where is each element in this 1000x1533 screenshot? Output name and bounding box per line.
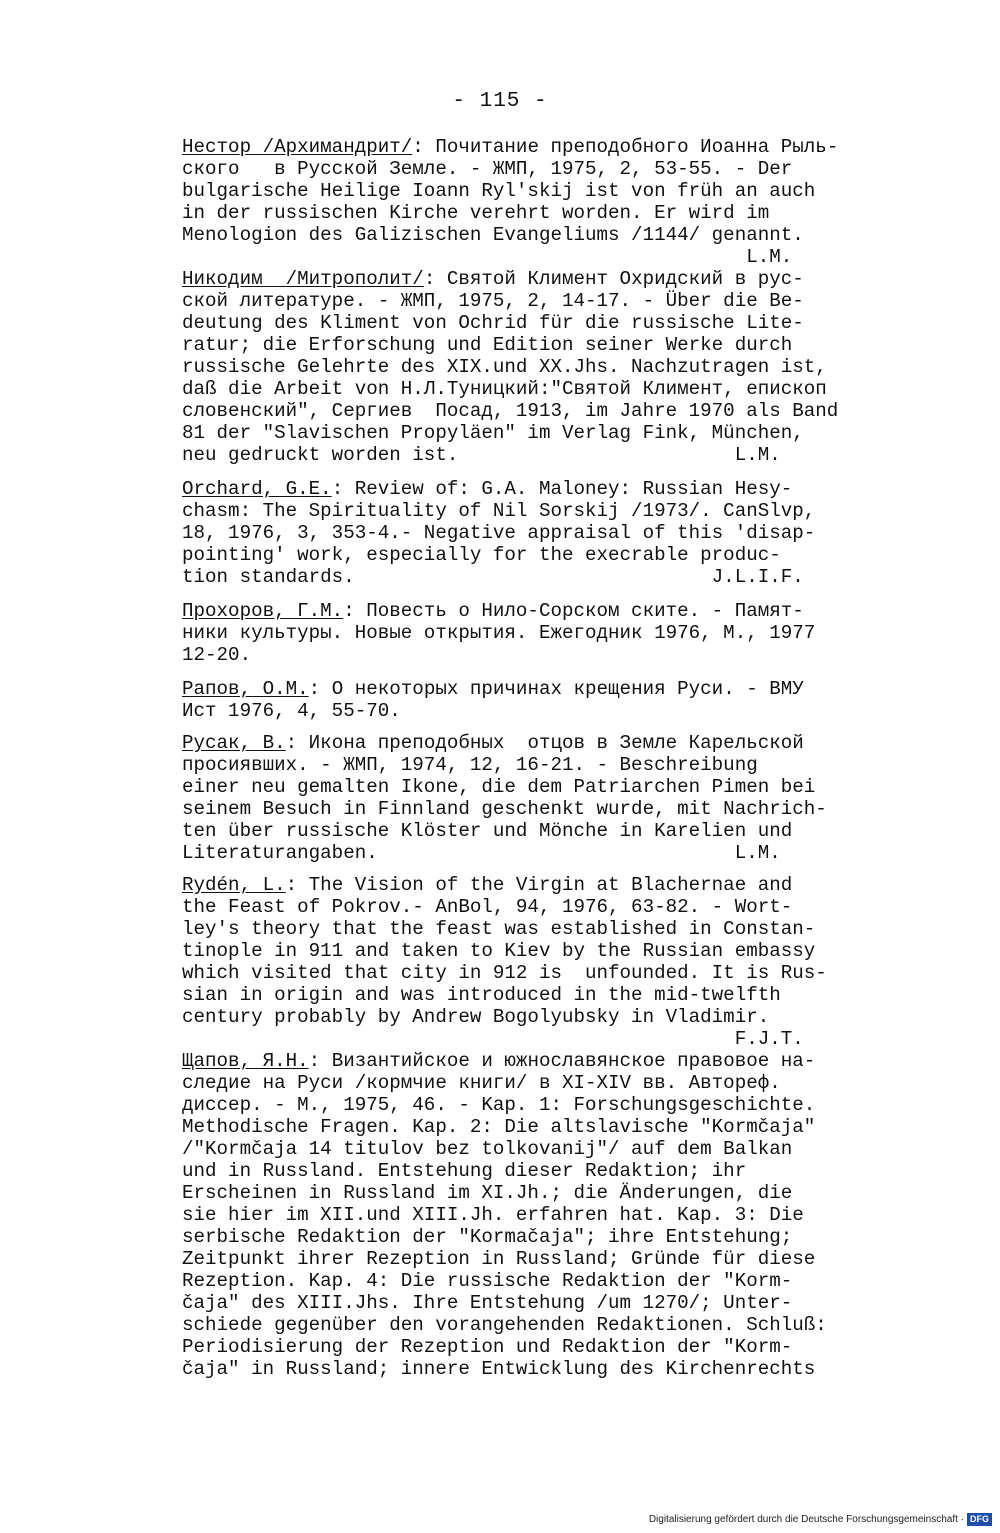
bibliography-entry-nikodim — [182, 268, 912, 466]
entry-line: Erscheinen in Russland im XI.Jh.; die Änderungen, die — [182, 1182, 793, 1204]
entry-initials: L.M. — [182, 246, 793, 268]
entry-line: Нестор /Архимандрит/: Почитание преподобного Иоанна Рыль- — [182, 136, 839, 158]
entry-line: Literaturangaben. L.M. — [182, 842, 781, 864]
entry-line: russische Gelehrte des XIX.und XX.Jhs. Nachzutragen ist, — [182, 356, 827, 378]
entry-line: ten über russische Klöster und Mönche in Karelien und — [182, 820, 793, 842]
bibliography-entry-prokhorov — [182, 600, 912, 666]
footer-text: Digitalisierung gefördert durch die Deutsche Forschungsgemeinschaft · — [648, 1514, 964, 1525]
entry-author: Rydén, L. — [182, 874, 286, 896]
entry-author: Прохоров, Г.М. — [182, 600, 344, 622]
entry-line: neu gedruckt worden ist. L.M. — [182, 444, 781, 466]
entry-line: schiede gegenüber den vorangehenden Redaktionen. Schluß: — [182, 1314, 827, 1336]
entry-line: pointing' work, especially for the execrable produc- — [182, 544, 781, 566]
entry-line: Ист 1976, 4, 55-70. — [182, 700, 401, 722]
entry-line: Periodisierung der Rezeption und Redaktion der "Korm- — [182, 1336, 793, 1358]
entry-line: Methodische Fragen. Kap. 2: Die altslavische "Kormčaja" — [182, 1116, 816, 1138]
entry-line: 81 der "Slavischen Propyläen" im Verlag Fink, München, — [182, 422, 804, 444]
entry-line: Menologion des Galizischen Evangeliums /1144/ genannt. — [182, 224, 804, 246]
entry-line: словенский", Сергиев Посад, 1913, im Jahre 1970 als Band — [182, 400, 839, 422]
entry-line: ской литературе. - ЖМП, 1975, 2, 14-17. - Über die Be- — [182, 290, 804, 312]
entry-line: tion standards. J.L.I.F. — [182, 566, 804, 588]
entry-author: Щапов, Я.Н. — [182, 1050, 309, 1072]
entry-author: Никодим /Митрополит/ — [182, 268, 424, 290]
entry-line: century probably by Andrew Bogolyubsky in Vladimir. — [182, 1006, 770, 1028]
entry-line: Щапов, Я.Н.: Византийское и южнославянское правовое на- — [182, 1050, 816, 1072]
entry-line: tinople in 911 and taken to Kiev by the Russian embassy — [182, 940, 816, 962]
entry-line: 18, 1976, 3, 353-4.- Negative appraisal of this 'disap- — [182, 522, 816, 544]
entry-line: ского в Русской Земле. - ЖМП, 1975, 2, 53-55. - Der — [182, 158, 793, 180]
entry-line: serbische Redaktion der "Kormačaja"; ihre Entstehung; — [182, 1226, 793, 1248]
entry-line: ley's theory that the feast was established in Constan- — [182, 918, 816, 940]
entry-author: Orchard, G.E. — [182, 478, 332, 500]
entry-line: ratur; die Erforschung und Edition seiner Werke durch — [182, 334, 793, 356]
entry-line: chasm: The Spirituality of Nil Sorskij /1973/. CanSlvp, — [182, 500, 816, 522]
bibliography-entry-rapov — [182, 678, 912, 722]
entry-author: Русак, В. — [182, 732, 286, 754]
entry-line: čaja" in Russland; innere Entwicklung des Kirchenrechts — [182, 1358, 816, 1380]
entry-line: диссер. - М., 1975, 46. - Kap. 1: Forschungsgeschichte. — [182, 1094, 816, 1116]
bibliography-entry-shchapov — [182, 1050, 912, 1380]
entry-line: čaja" des XIII.Jhs. Ihre Entstehung /um 1270/; Unter- — [182, 1292, 793, 1314]
entry-line: Прохоров, Г.М.: Повесть о Нило-Сорском ските. - Памят- — [182, 600, 804, 622]
bibliography-entry-rusak — [182, 732, 912, 864]
entry-line: /"Kormčaja 14 titulov bez tolkovanij"/ auf dem Balkan — [182, 1138, 793, 1160]
entry-line: ники культуры. Новые открытия. Ежегодник 1976, М., 1977 — [182, 622, 816, 644]
entry-author: Нестор /Архимандрит/ — [182, 136, 413, 158]
entry-line: Zeitpunkt ihrer Rezeption in Russland; Gründe für diese — [182, 1248, 816, 1270]
entry-line: sian in origin and was introduced in the mid-twelfth — [182, 984, 781, 1006]
entry-line: sie hier im XII.und XIII.Jh. erfahren hat. Kap. 3: Die — [182, 1204, 804, 1226]
entry-line: Orchard, G.E.: Review of: G.A. Maloney: Russian Hesy- — [182, 478, 793, 500]
page-number: - 115 - — [452, 90, 548, 113]
entry-line: просиявших. - ЖМП, 1974, 12, 16-21. - Beschreibung — [182, 754, 758, 776]
entry-line: Никодим /Митрополит/: Святой Климент Охридский в рус- — [182, 268, 804, 290]
entry-line: 12-20. — [182, 644, 252, 666]
entry-initials: F.J.T. — [182, 1028, 804, 1050]
entry-line: bulgarische Heilige Ioann Ryl'skij ist von früh an auch — [182, 180, 816, 202]
entry-line: daß die Arbeit von Н.Л.Туницкий:"Святой Климент, епископ — [182, 378, 827, 400]
entry-line: einer neu gemalten Ikone, die dem Patriarchen Pimen bei — [182, 776, 816, 798]
digitization-footer — [649, 1513, 992, 1526]
entry-line: Rydén, L.: The Vision of the Virgin at Blachernae and — [182, 874, 793, 896]
entry-line: which visited that city in 912 is unfounded. It is Rus- — [182, 962, 827, 984]
entry-line: in der russischen Kirche verehrt worden. Er wird im — [182, 202, 770, 224]
entry-line: следие на Руси /кормчие книги/ в XI-XIV вв. Автореф. — [182, 1072, 781, 1094]
entry-line: the Feast of Pokrov.- AnBol, 94, 1976, 63-82. - Wort- — [182, 896, 793, 918]
entry-line: und in Russland. Entstehung dieser Redaktion; ihr — [182, 1160, 747, 1182]
entry-line: Rezeption. Kap. 4: Die russische Redaktion der "Korm- — [182, 1270, 793, 1292]
entry-line: seinem Besuch in Finnland geschenkt wurde, mit Nachrich- — [182, 798, 827, 820]
dfg-logo-icon: DFG — [967, 1513, 992, 1526]
bibliography-entry-ryden — [182, 874, 912, 1050]
entry-author: Рапов, О.М. — [182, 678, 309, 700]
entry-line: deutung des Kliment von Ochrid für die russische Lite- — [182, 312, 804, 334]
entry-line: Рапов, О.М.: О некоторых причинах крещения Руси. - ВМУ — [182, 678, 804, 700]
bibliography-entry-nestor — [182, 136, 912, 268]
bibliography-entry-orchard — [182, 478, 912, 588]
entry-line: Русак, В.: Икона преподобных отцов в Земле Карельской — [182, 732, 804, 754]
